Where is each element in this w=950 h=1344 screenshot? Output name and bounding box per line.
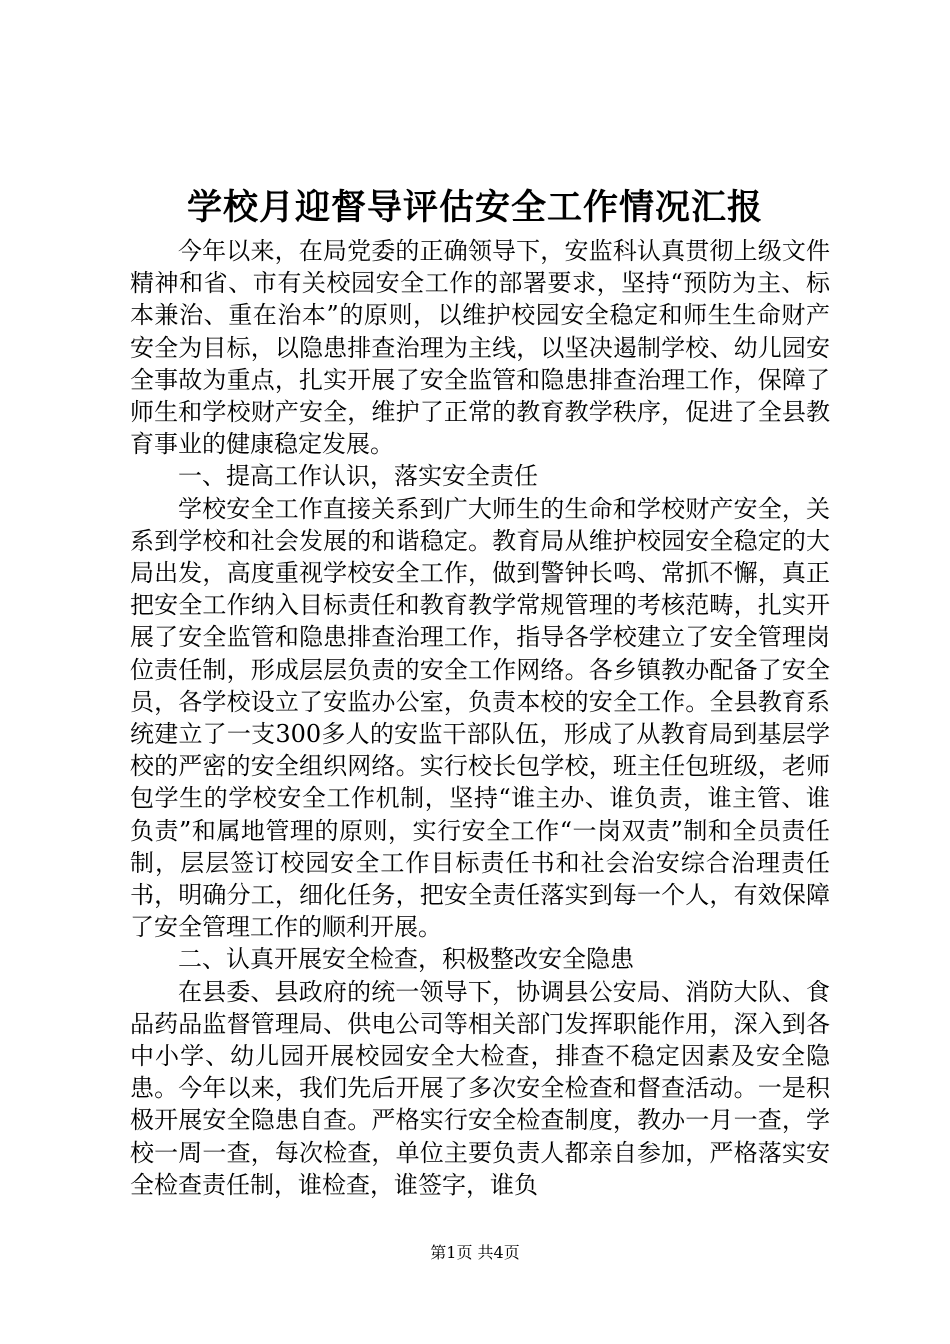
document-body — [130, 235, 830, 1201]
page-footer: 第1页 共4页 — [430, 1243, 520, 1262]
intro-paragraph: 今年以来，在局党委的正确领导下，安监科认真贯彻上级文件精神和省、市有关校园安全工作的部署要求，坚持“预防为主、标本兼治、重在治本”的原则，以维护校园安全稳定和师生生命财产安全为目标，以隐患排查治理为主线，以坚决遏制学校、幼儿园安全事故为重点，扎实开展了安全监管和隐患排查治理工作，保障了师生和学校财产安全，维护了正常的教育教学秩序，促进了全县教育事业的健康稳定发展。 — [130, 237, 830, 459]
section-2-paragraph: 在县委、县政府的统一领导下，协调县公安局、消防大队、食品药品监督管理局、供电公司等相关部门发挥职能作用，深入到各中小学、幼儿园开展校园安全大检查，排查不稳定因素及安全隐患。今年以来，我们先后开展了多次安全检查和督查活动。一是积极开展安全隐患自查。严格实行安全检查制度，教办一月一查，学校一周一查，每次检查，单位主要负责人都亲自参加，严格落实安全检查责任制，谁检查，谁签字，谁负 — [130, 977, 830, 1199]
document-title: 学校月迎督导评估安全工作情况汇报 — [186, 187, 763, 228]
section-heading-1: 一、提高工作认识，落实安全责任 — [178, 462, 538, 491]
section-heading-2: 二、认真开展安全检查，积极整改安全隐患 — [178, 945, 634, 974]
section-1-paragraph: 学校安全工作直接关系到广大师生的生命和学校财产安全，关系到学校和社会发展的和谐稳定。教育局从维护校园安全稳定的大局出发，高度重视学校安全工作，做到警钟长鸣、常抓不懈，真正把安全工作纳入目标责任和教育教学常规管理的考核范畴，扎实开展了安全监管和隐患排查治理工作，指导各学校建立了安全管理岗位责任制，形成层层负责的安全工作网络。各乡镇教办配备了安全员，各学校设立了安监办公室，负责本校的安全工作。全县教育系统建立了一支300多人的安监干部队伍，形成了从教育局到基层学校的严密的安全组织网络。实行校长包学校，班主任包班级，老师包学生的学校安全工作机制，坚持“谁主办、谁负责，谁主管、谁负责”和属地管理的原则，实行安全工作“一岗双责”制和全员责任制，层层签订校园安全工作目标责任书和社会治安综合治理责任书，明确分工，细化任务，把安全责任落实到每一个人，有效保障了安全管理工作的顺利开展。 — [130, 494, 830, 942]
